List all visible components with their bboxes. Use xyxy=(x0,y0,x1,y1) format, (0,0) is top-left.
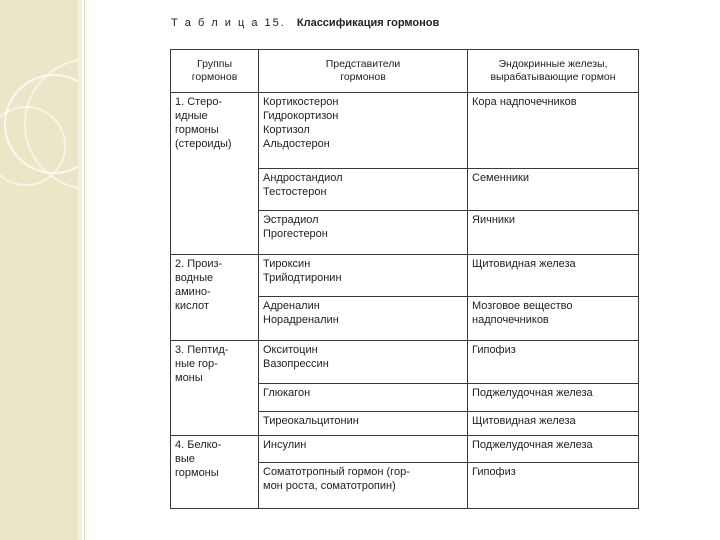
gland-name: Поджелудочная железа xyxy=(472,387,593,399)
gland-cell xyxy=(468,211,639,255)
group-text: гормоны xyxy=(175,467,219,479)
gland-cell xyxy=(468,384,639,412)
header-text: Эндокринные железы, xyxy=(498,58,608,70)
hormone-name: Альдостерон xyxy=(263,138,330,150)
table-heading: Классификация гормонов xyxy=(296,17,440,29)
group-steroid xyxy=(171,93,259,255)
group-text: 4. Белко- xyxy=(175,439,222,451)
group-peptide xyxy=(171,341,259,436)
band-edge xyxy=(78,0,82,540)
hormone-name: Тестостерон xyxy=(263,186,327,198)
hormone-name: Соматотропный гормон (гор- xyxy=(263,466,410,478)
header-text: гормонов xyxy=(340,71,386,83)
header-glands xyxy=(468,50,639,93)
representatives-cell xyxy=(259,436,468,463)
gland-cell xyxy=(468,297,639,341)
group-text: 1. Стеро- xyxy=(175,96,223,108)
hormone-name: Адреналин xyxy=(263,300,320,312)
header-text: гормонов xyxy=(191,71,238,83)
hormone-name: Тироксин xyxy=(263,258,311,270)
hormone-name: Прогестерон xyxy=(263,228,328,240)
hormone-name: Окситоцин xyxy=(263,344,318,356)
gland-name: Семенники xyxy=(472,172,529,184)
table-title xyxy=(171,17,641,33)
representatives-cell xyxy=(259,255,468,297)
table-row xyxy=(171,436,639,463)
table-caption: Т а б л и ц а 15. xyxy=(171,17,286,29)
gland-name: Кора надпочечников xyxy=(472,96,577,108)
group-text: вые xyxy=(175,453,195,465)
gland-name: Поджелудочная железа xyxy=(472,439,593,451)
gland-name: Мозговое вещество xyxy=(472,300,573,312)
group-text: водные xyxy=(175,272,214,284)
group-text: амино- xyxy=(175,286,211,298)
header-representatives xyxy=(259,50,468,93)
representatives-cell xyxy=(259,93,468,169)
gland-name: Гипофиз xyxy=(472,344,516,356)
group-text: ные гор- xyxy=(175,358,218,370)
group-text: моны xyxy=(175,372,203,384)
hormone-name: Гидрокортизон xyxy=(263,110,339,122)
header-group xyxy=(171,50,259,93)
representatives-cell xyxy=(259,297,468,341)
representatives-cell xyxy=(259,169,468,211)
table-row xyxy=(171,93,639,169)
decorative-side-band xyxy=(0,0,78,540)
representatives-cell xyxy=(259,412,468,436)
hormone-name: Кортизол xyxy=(263,124,310,136)
gland-name: Яичники xyxy=(472,214,515,226)
hormone-name: Норадреналин xyxy=(263,314,339,326)
hormone-name: Кортикостерон xyxy=(263,96,339,108)
gland-cell xyxy=(468,255,639,297)
hormone-name: Трийодтиронин xyxy=(263,272,342,284)
group-text: 3. Пептид- xyxy=(175,344,229,356)
header-text: Группы xyxy=(197,58,232,70)
hormone-name: Эстрадиол xyxy=(263,214,319,226)
table-row xyxy=(171,341,639,384)
hormone-name: Андростандиол xyxy=(263,172,343,184)
hormone-name: Инсулин xyxy=(263,439,307,451)
header-text: Представители xyxy=(325,58,401,70)
group-text: (стероиды) xyxy=(175,138,232,150)
gland-cell xyxy=(468,463,639,509)
gland-cell xyxy=(468,412,639,436)
hormone-name: мон роста, соматотропин) xyxy=(263,480,396,492)
hormone-name: Вазопрессин xyxy=(263,358,329,370)
table-header-row xyxy=(171,50,639,93)
representatives-cell xyxy=(259,384,468,412)
group-text: идные xyxy=(175,110,208,122)
representatives-cell xyxy=(259,463,468,509)
gland-name: надпочечников xyxy=(472,314,549,326)
gland-name: Гипофиз xyxy=(472,466,516,478)
representatives-cell xyxy=(259,211,468,255)
group-text: кислот xyxy=(175,300,209,312)
table-row xyxy=(171,255,639,297)
group-text: гормоны xyxy=(175,124,219,136)
hormone-name: Тиреокальцитонин xyxy=(263,415,359,427)
gland-name: Щитовидная железа xyxy=(472,415,576,427)
hormone-name: Глюкагон xyxy=(263,387,311,399)
representatives-cell xyxy=(259,341,468,384)
gland-cell xyxy=(468,93,639,169)
gland-cell xyxy=(468,341,639,384)
group-protein xyxy=(171,436,259,509)
gland-cell xyxy=(468,169,639,211)
gland-name: Щитовидная железа xyxy=(472,258,576,270)
gland-cell xyxy=(468,436,639,463)
hormone-classification-table xyxy=(170,49,639,509)
group-text: 2. Произ- xyxy=(175,258,223,270)
group-amino xyxy=(171,255,259,341)
header-text: вырабатывающие гормон xyxy=(490,71,616,83)
